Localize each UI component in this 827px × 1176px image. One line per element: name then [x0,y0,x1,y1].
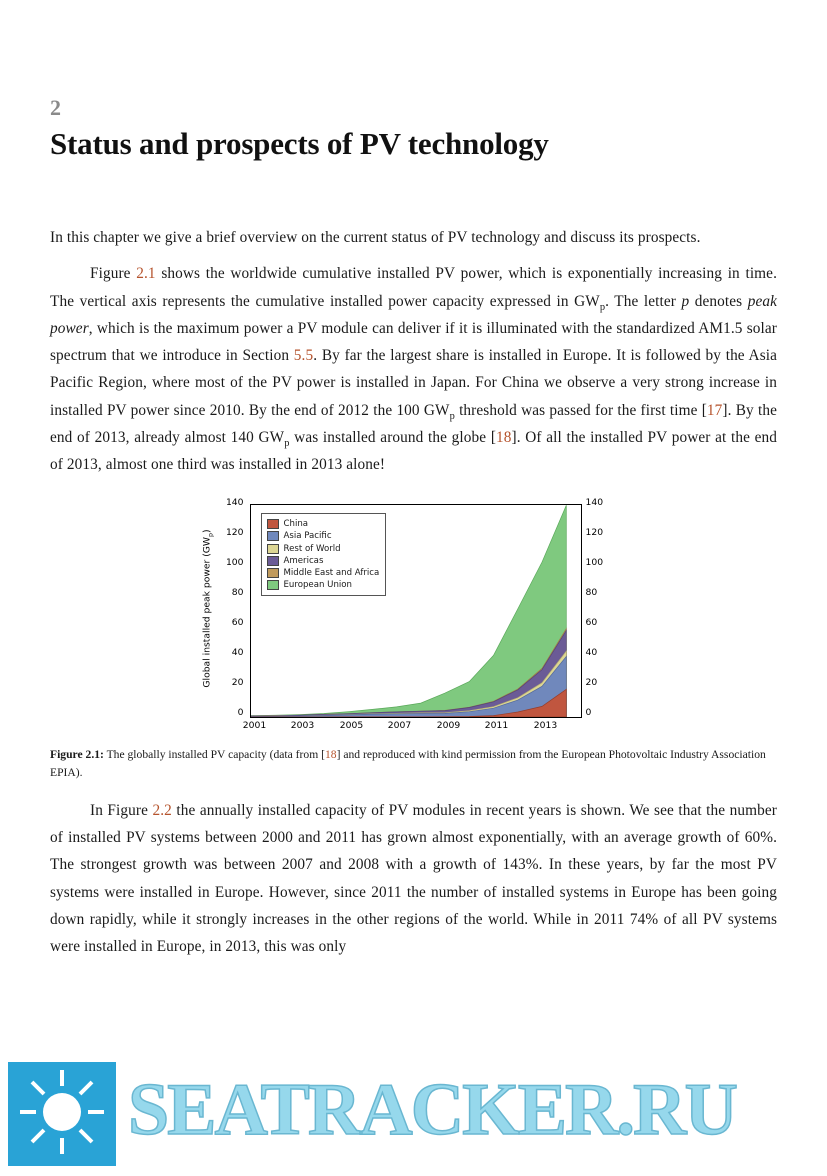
legend-label: Rest of World [283,543,341,554]
text-run: , which is the maximum power a PV module can deliver if it is illuminated with the standardized AM1.5 solar spectrum that we introduce in Section [50,319,777,365]
legend-swatch-icon [267,519,279,529]
y-tick-right: 60 [585,617,598,629]
chart-plot-area [250,504,582,718]
legend-item-rest-of-world [267,543,380,555]
paragraph-figure-discussion [50,260,777,478]
legend-swatch-icon [267,580,279,590]
watermark [0,1056,827,1176]
legend-label: Middle East and Africa [283,567,380,578]
x-tick: 2009 [436,720,461,732]
italic-peak-power: peak power [50,292,777,337]
legend-label: Americas [283,555,324,566]
y-tick-left: 20 [231,677,244,689]
x-tick: 2007 [387,720,412,732]
x-tick: 2013 [533,720,558,732]
legend-item-asia-pacific [267,530,380,542]
x-tick: 2003 [290,720,315,732]
text-run: the annually installed capacity of PV modules in recent years is shown. We see that the number of installed PV systems between 2000 and 2011 has grown almost exponentially, with an average growth of 60%. The strongest growth was between 2007 and 2008 with a growth of 143%. In these years, by far the most PV systems were installed in Europe. However, since 2011 the number of installed systems in Europe has been going down rapidly, while it strongly increases in the other regions of the world. While in 2011 74% of all PV systems were installed in Europe, in 2013, this was only [50,801,777,956]
figure-2-1 [50,497,777,740]
y-axis-label-subscript: p [207,532,215,537]
cross-reference-figure-2-1[interactable]: 2.1 [136,265,156,283]
text-run: was installed around the globe [ [289,428,497,446]
paragraph-intro-text: In this chapter we give a brief overview on the current status of PV technology and discuss its prospects. [50,229,701,247]
y-tick-right: 140 [585,497,604,509]
y-tick-left: 120 [225,527,244,539]
text-run: ]. By the end of 2013, already almost 140 GW [50,401,777,446]
citation-18[interactable]: 18 [496,428,512,446]
text-run: The globally installed PV capacity (data from [ [103,748,325,762]
legend-swatch-icon [267,544,279,554]
text-run: denotes [689,292,748,310]
sun-burst-icon [8,1062,116,1166]
y-tick-left: 80 [231,587,244,599]
cross-reference-figure-2-2[interactable]: 2.2 [152,801,172,819]
y-axis-label-tail: ) [202,529,213,533]
legend-item-china [267,518,380,530]
paragraph-intro [50,224,777,251]
y-tick-left: 100 [225,557,244,569]
x-tick: 2001 [242,720,267,732]
legend-swatch-icon [267,556,279,566]
subscript-p: p [449,410,455,422]
y-tick-right: 100 [585,557,604,569]
text-run: shows the worldwide cumulative installed PV power, which is exponentially increasing in time. The vertical axis represents the cumulative installed power capacity expressed in GW [50,265,777,310]
watermark-badge-icon [8,1062,116,1166]
stacked-area-chart [202,497,624,740]
y-tick-right: 20 [585,677,598,689]
legend-item-middle-east-and-africa [267,567,380,579]
legend-label: Asia Pacific [283,531,332,542]
y-tick-left: 60 [231,617,244,629]
text-run: ] and reproduced with kind permission from the European Photovoltaic Industry Association EPIA). [50,748,766,779]
y-tick-left: 140 [225,497,244,509]
text-run: In Figure [90,801,153,819]
paragraph-annual-capacity [50,797,777,960]
y-tick-left: 40 [231,647,244,659]
text-run: . The letter [605,292,682,310]
text-run: Figure [90,265,137,283]
watermark-text: SEATRACKER.RU [128,1069,736,1151]
citation-18[interactable]: 18 [324,748,337,762]
chart-legend [261,513,387,596]
text-run: . By far the largest share is installed in Europe. It is followed by the Asia Pacific Region, where most of the PV power is installed in Japan. For China we observe a very strong increase in installed PV power since 2010. By the end of 2012 the 100 GW [50,347,777,419]
subscript-p: p [599,301,606,313]
cross-reference-section-5-5[interactable]: 5.5 [293,347,314,365]
chapter-number: 2 [50,95,61,120]
y-tick-right: 80 [585,587,598,599]
y-tick-right: 0 [585,707,592,719]
legend-item-americas [267,555,380,567]
legend-swatch-icon [267,531,279,541]
page-title: Status and prospects of PV technology [50,126,549,162]
y-axis-label-text: Global installed peak power (GW [202,536,213,688]
y-tick-right: 40 [585,647,598,659]
figure-caption [50,746,777,781]
citation-17[interactable]: 17 [706,401,723,419]
legend-label: China [283,519,309,530]
figure-caption-label: Figure 2.1: [50,748,104,762]
x-tick: 2005 [339,720,364,732]
legend-item-european-union [267,579,380,591]
text-run: threshold was passed for the first time [ [454,401,707,419]
subscript-p: p [284,437,290,449]
x-tick: 2011 [484,720,509,732]
y-tick-left: 0 [237,707,244,719]
page-content [50,96,777,960]
text-run: ]. Of all the installed PV power at the end of 2013, almost one third was installed in 2013 alone! [50,428,777,473]
italic-p: p [681,292,690,310]
y-tick-right: 120 [585,527,604,539]
legend-swatch-icon [267,568,279,578]
legend-label: European Union [283,580,352,591]
